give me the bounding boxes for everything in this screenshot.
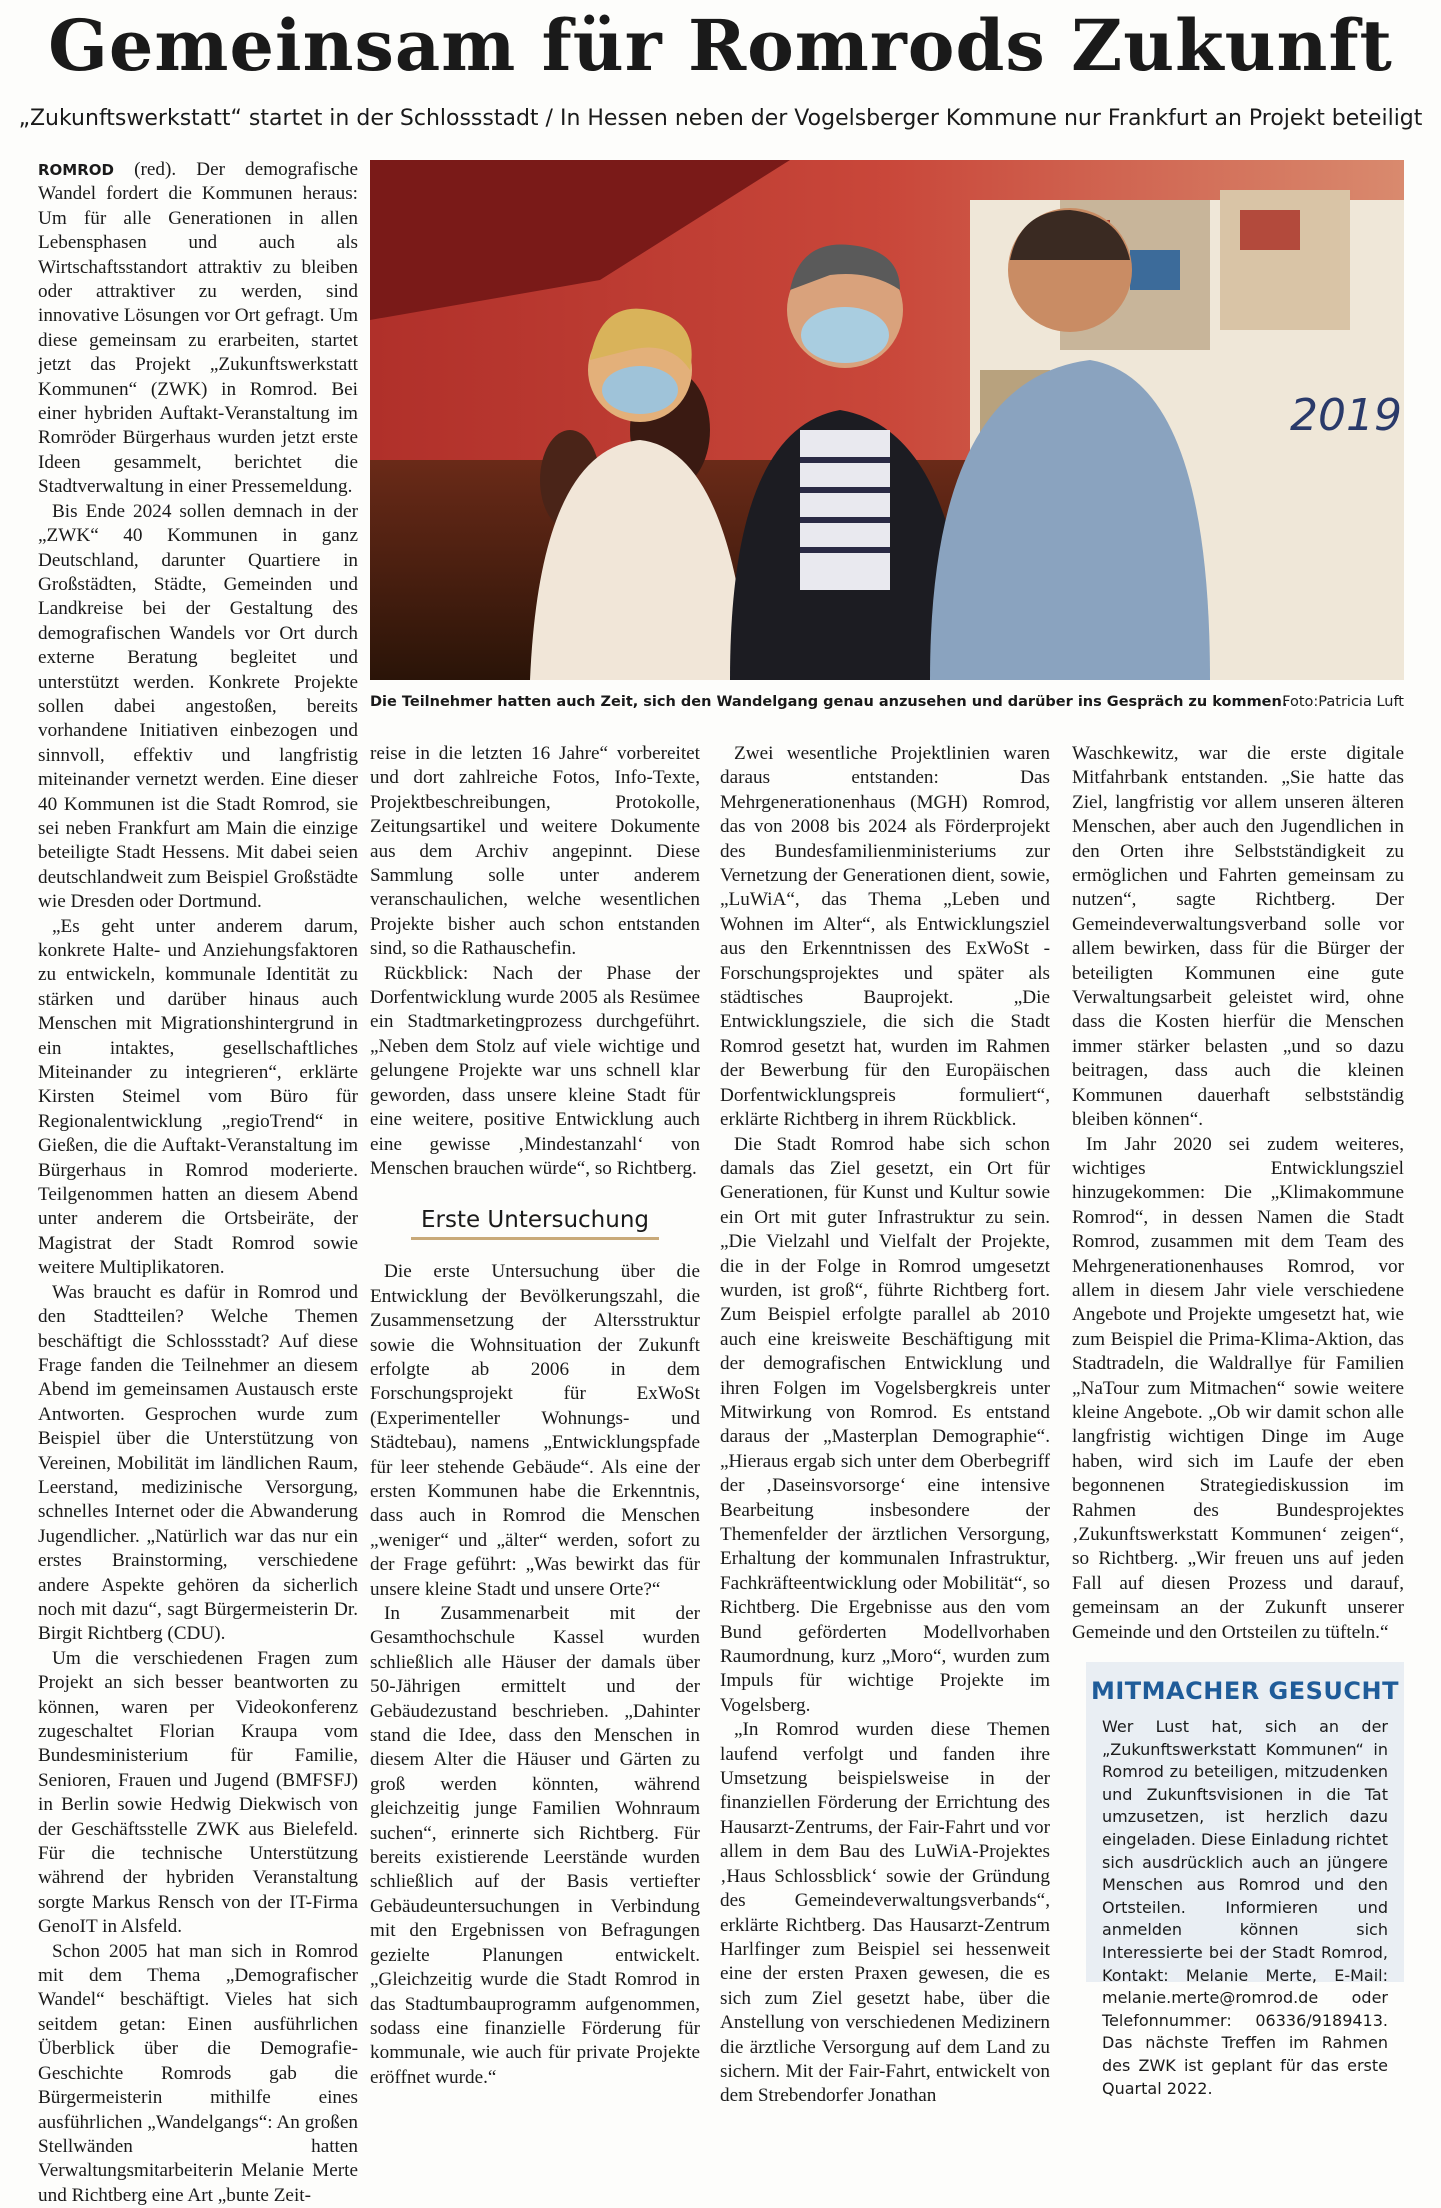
article-headline: Gemeinsam für Romrods Zukunft	[48, 4, 1393, 87]
caption-text: Die Teilnehmer hatten auch Zeit, sich den Wandelgang genau anzusehen und darüber ins Gespräch zu kommen.	[370, 694, 1288, 710]
column-3	[720, 742, 1050, 2107]
paragraph: „Es geht unter anderem darum, konkrete Halte- und Anziehungsfaktoren zu entwickeln, kommunale Identität zu stärken und darüber hinaus auch Menschen mit Migrationshintergrund in ein intaktes, gesellschaftliches Miteinander zu integrieren“, erklärte Kirsten Steimel vom Büro für Regionalentwicklung „regioTrend“ in Gießen, die die Auftakt-Veranstaltung im Bürgerhaus in Romrod moderierte. Teilgenommen hatten an diesem Abend unter anderem die Ortsbeiräte, der Magistrat der Stadt Romrod sowie weitere Multiplikatoren.	[38, 915, 358, 1279]
paragraph: Rückblick: Nach der Phase der Dorfentwicklung wurde 2005 als Resümee ein Stadtmarketingprozess durchgeführt. „Neben dem Stolz auf viele wichtige und gelungene Projekte war uns schnell klar geworden, dass unsere kleine Stadt für eine weitere, positive Entwicklung auch eine gewisse ‚Mindestanzahl‘ von Menschen brauchen würde“, so Richtberg.	[370, 962, 700, 1179]
column-1	[38, 158, 358, 2206]
paragraph: Die erste Untersuchung über die Entwicklung der Bevölkerungszahl, die Zusammensetzung der Altersstruktur sowie die Wohnsituation der Zukunft erfolgte ab 2006 in dem Forschungsprojekt für ExWoSt (Experimenteller Wohnungs- und Städtebau), namens „Entwicklungspfade für leer stehende Gebäude“. Als eine der ersten Kommunen habe die Erkenntnis, dass auch in Romrod die Menschen „weniger“ und „älter“ werden, sofort zu der Frage geführt: „Was bewirkt das für unsere kleine Stadt und unsere Orte?“	[370, 1261, 700, 1600]
whiteboard-text: 2019	[1290, 390, 1402, 441]
paragraph: Bis Ende 2024 sollen demnach in der „ZWK“ 40 Kommunen in ganz Deutschland, darunter Quartiere in Großstädten, Städte, Gemeinden und Landkreise bei der Gestaltung des demografischen Wandels vor Ort durch externe Beratung begleitet und unterstützt werden. Konkrete Projekte sollen dabei angestoßen, bereits vorhandene Initiativen einbezogen und sinnvoll, effektiv und langfristig miteinander vernetzt werden. Eine dieser 40 Kommunen ist die Stadt Romrod, sie sei neben Frankfurt am Main die einzige beteiligte Stadt Hessens. Mit dabei seien deutschlandweit zum Beispiel Großstädte wie Dresden oder Dortmund.	[38, 500, 358, 913]
paragraph: In Zusammenarbeit mit der Gesamthochschule Kassel wurden schließlich alle Häuser der damals über 50-Jährigen ermittelt und der Gebäudezustand beschrieben. „Dahinter stand die Idee, dass den Menschen in diesem Alter die Häuser und Gärten zu groß werden könnten, während gleichzeitig junge Familien Wohnraum suchen“, erinnerte sich Richtberg. Für bereits existierende Leerstände wurden schließlich auf der Basis vertiefter Gebäudeuntersuchungen in Verbindung mit den Ergebnissen von Befragungen gezielte Planungen entwickelt. „Gleichzeitig wurde die Stadt Romrod in das Stadtumbauprogramm aufgenommen, sodass eine finanzielle Förderung für kommunale, wie auch für private Projekte eröffnet wurde.“	[370, 1603, 700, 2088]
photo-illustration	[370, 160, 1404, 680]
photo-credit: Foto:Patricia Luft	[1282, 694, 1404, 710]
column-2	[370, 742, 700, 2088]
info-box	[1086, 1662, 1404, 2098]
subhead-container	[370, 1203, 700, 1240]
article-subheadline: „Zukunftswerkstatt“ startet in der Schlossstadt / In Hessen neben der Vogelsberger Kommune nur Frankfurt an Projekt beteiligt	[18, 106, 1423, 131]
article-photo	[370, 160, 1404, 680]
paragraph: Schon 2005 hat man sich in Romrod mit dem Thema „Demografischer Wandel“ beschäftigt. Vieles hat sich seitdem getan: Einen ausführlichen Überblick über die Demografie-Geschichte Romrods gab die Bürgermeisterin mithilfe eines ausführlichen „Wandelgangs“: An großen Stellwänden hatten Verwaltungsmitarbeiterin Melanie Merte und Richtberg eine Art „bunte Zeit-	[38, 1940, 358, 2206]
paragraph: Was braucht es dafür in Romrod und den Stadtteilen? Welche Themen beschäftigt die Schlossstadt? Auf diese Frage fanden die Teilnehmer an diesem Abend im gemeinsamen Austausch erste Antworten. Gesprochen wurde zum Beispiel über die Unterstützung von Vereinen, Mobilität im ländlichen Raum, Leerstand, medizinische Versorgung, schnelles Internet oder die Abwanderung Jugendlicher. „Natürlich war das nur ein erstes Brainstorming, verschiedene andere Aspekte gehören da sicherlich noch mit dazu“, sagt Bürgermeisterin Dr. Birgit Richtberg (CDU).	[38, 1281, 358, 1645]
column-4	[1072, 742, 1404, 1642]
paragraph: Waschkewitz, war die erste digitale Mitfahrbank entstanden. „Sie hatte das Ziel, langfristig vor allem unseren älteren Menschen, aber auch den Jugendlichen in den Orten ihre Selbstständigkeit zu ermöglichen und Fahrten gemeinsam zu nutzen“, sagte Richtberg. Der Gemeindeverwaltungsverband solle vor allem bewirken, dass für die Bürger der beteiligten Kommunen eine gute Verwaltungsarbeit geleistet wird, ohne dass die Kosten hierfür die Menschen immer stärker belasten „und so dazu beitragen, dass auch die kleinen Kommunen dauerhaft selbstständig bleiben können“.	[1072, 743, 1404, 1131]
info-box-title: MITMACHER GESUCHT	[1090, 1677, 1399, 1705]
lead-paragraph	[38, 158, 358, 500]
paragraph: Im Jahr 2020 sei zudem weiteres, wichtiges Entwicklungsziel hinzugekommen: Die „Klimakommune Romrod“, in dessen Namen die Stadt Romrod, zusammen mit dem Team des Mehrgenerationenhauses Romrod, vor allem in diesem Jahr viele verschiedene Angebote und Projekte umgesetzt hat, wie zum Beispiel die Prima-Klima-Aktion, das Stadtradeln, die Waldrallye für Familien „NaTour zum Mitmachen“ sowie weitere kleine Angebote. „Ob wir damit schon alle langfristig wichtigen Dinge im Auge haben, wird sich im Laufe der eben begonnenen Strategiediskussion im Rahmen des Bundesprojektes ‚Zukunftswerkstatt Kommunen‘ zeigen“, so Richtberg. „Wir freuen uns auf jeden Fall auf diesen Prozess und darauf, gemeinsam an der Zukunft unserer Gemeinde und den Ortsteilen zu tüfteln.“	[1072, 1133, 1404, 1643]
lead-text: (red). Der demografische Wandel fordert die Kommunen heraus: Um für alle Generationen in allen Lebensphasen und auch als Wirtschaftsstandort attraktiv zu bleiben oder attraktiver zu werden, sind innovative Lösungen vor Ort gefragt. Um diese gemeinsam zu erarbeiten, startet jetzt das Projekt „Zukunftswerkstatt Kommunen“ (ZWK) in Romrod. Bei einer hybriden Auftakt-Veranstaltung im Romröder Bürgerhaus wurden jetzt erste Ideen gesammelt, berichtet die Stadtverwaltung in einer Pressemeldung.	[38, 159, 358, 498]
paragraph: reise in die letzten 16 Jahre“ vorbereitet und dort zahlreiche Fotos, Info-Texte, Projektbeschreibungen, Protokolle, Zeitungsartikel und weitere Dokumente aus dem Archiv angepinnt. Diese Sammlung solle unter anderem veranschaulichen, welche wesentlichen Projekte bisher auch schon entstanden sind, so die Rathauschefin.	[370, 743, 700, 960]
paragraph: Die Stadt Romrod habe sich schon damals das Ziel gesetzt, ein Ort für Generationen, für Kunst und Kultur sowie ein Ort mit guter Infrastruktur zu sein. „Die Vielzahl und Vielfalt der Projekte, die in der Folge in Romrod umgesetzt wurden, ist groß“, führte Richtberg fort. Zum Beispiel erfolgte parallel ab 2010 auch eine kreisweite Beschäftigung mit der demografischen Entwicklung und ihren Folgen im Vogelsbergkreis unter Mitwirkung von Romrod. Es entstand daraus der „Masterplan Demographie“. „Hieraus ergab sich unter dem Oberbegriff der ‚Daseinsvorsorge‘ eine intensive Bearbeitung insbesondere der Themenfelder der ärztlichen Versorgung, Erhaltung der kommunalen Infrastruktur, Fachkräfteentwicklung oder Mobilität“, so Richtberg. Die Ergebnisse aus den vom Bund geförderten Modellvorhaben Raumordnung, kurz „Moro“, wurden zum Impuls für wichtige Projekte im Vogelsberg.	[720, 1133, 1050, 1716]
info-box-body: Wer Lust hat, sich an der „Zukunftswerkstatt Kommunen“ in Romrod zu beteiligen, mitzudenken und Zukunftsvisionen in die Tat umzusetzen, ist herzlich dazu eingeladen. Diese Einladung richtet sich ausdrücklich auch an jüngere Menschen aus Romrod und den Ortsteilen. Informieren und anmelden können sich Interessierte bei der Stadt Romrod, Kontakt: Melanie Merte, E-Mail: melanie.merte@romrod.de oder Telefonnummer: 06336/9189413. Das nächste Treffen im Rahmen des ZWK ist geplant für das erste Quartal 2022.	[1102, 1717, 1388, 2098]
paragraph: „In Romrod wurden diese Themen laufend verfolgt und fanden ihre Umsetzung beispielsweise in der finanziellen Förderung der Errichtung des Hausarzt-Zentrums, der Fair-Fahrt und vor allem in dem Bau des LuWiA-Projektes ‚Haus Schlossblick‘ sowie der Gründung des Gemeindeverwaltungsverbands“, erklärte Richtberg. Das Hausarzt-Zentrum Harlfinger zum Beispiel sei hessenweit eine der ersten Praxen gewesen, die es sich zum Ziel gesetzt habe, über die Anstellung von verschiedenen Medizinern die ärztliche Versorgung auf dem Land zu sichern. Mit der Fair-Fahrt, entwickelt von dem Strebendorfer Jonathan	[720, 1719, 1050, 2107]
section-subhead: Erste Untersuchung	[411, 1203, 659, 1240]
photo-caption	[370, 688, 1404, 716]
paragraph: Zwei wesentliche Projektlinien waren daraus entstanden: Das Mehrgenerationenhaus (MGH) Romrod, das von 2008 bis 2024 als Förderprojekt des Bundesfamilienministeriums zur Vernetzung der Generationen dient, sowie, „LuWiA“, das Thema „Leben und Wohnen im Alter“, als Entwicklungsziel aus den Erkenntnissen des ExWoSt -Forschungsprojektes und später als städtisches Bauprojekt. „Die Entwicklungsziele, die sich die Stadt Romrod gesetzt hat, wurden im Rahmen der Bewerbung für den Europäischen Dorfentwicklungspreis formuliert“, erklärte Richtberg in ihrem Rückblick.	[720, 743, 1050, 1131]
dateline: ROMROD	[38, 161, 114, 179]
paragraph: Um die verschiedenen Fragen zum Projekt an sich besser beantworten zu können, waren per Videokonferenz zugeschaltet Florian Kraupa vom Bundesministerium für Familie, Senioren, Frauen und Jugend (BMFSFJ) in Berlin sowie Hedwig Diekwisch von der Geschäftsstelle ZWK aus Bielefeld. Für die technische Unterstützung während der hybriden Veranstaltung sorgte Markus Rensch von der IT-Firma GenoIT in Alsfeld.	[38, 1647, 358, 1938]
